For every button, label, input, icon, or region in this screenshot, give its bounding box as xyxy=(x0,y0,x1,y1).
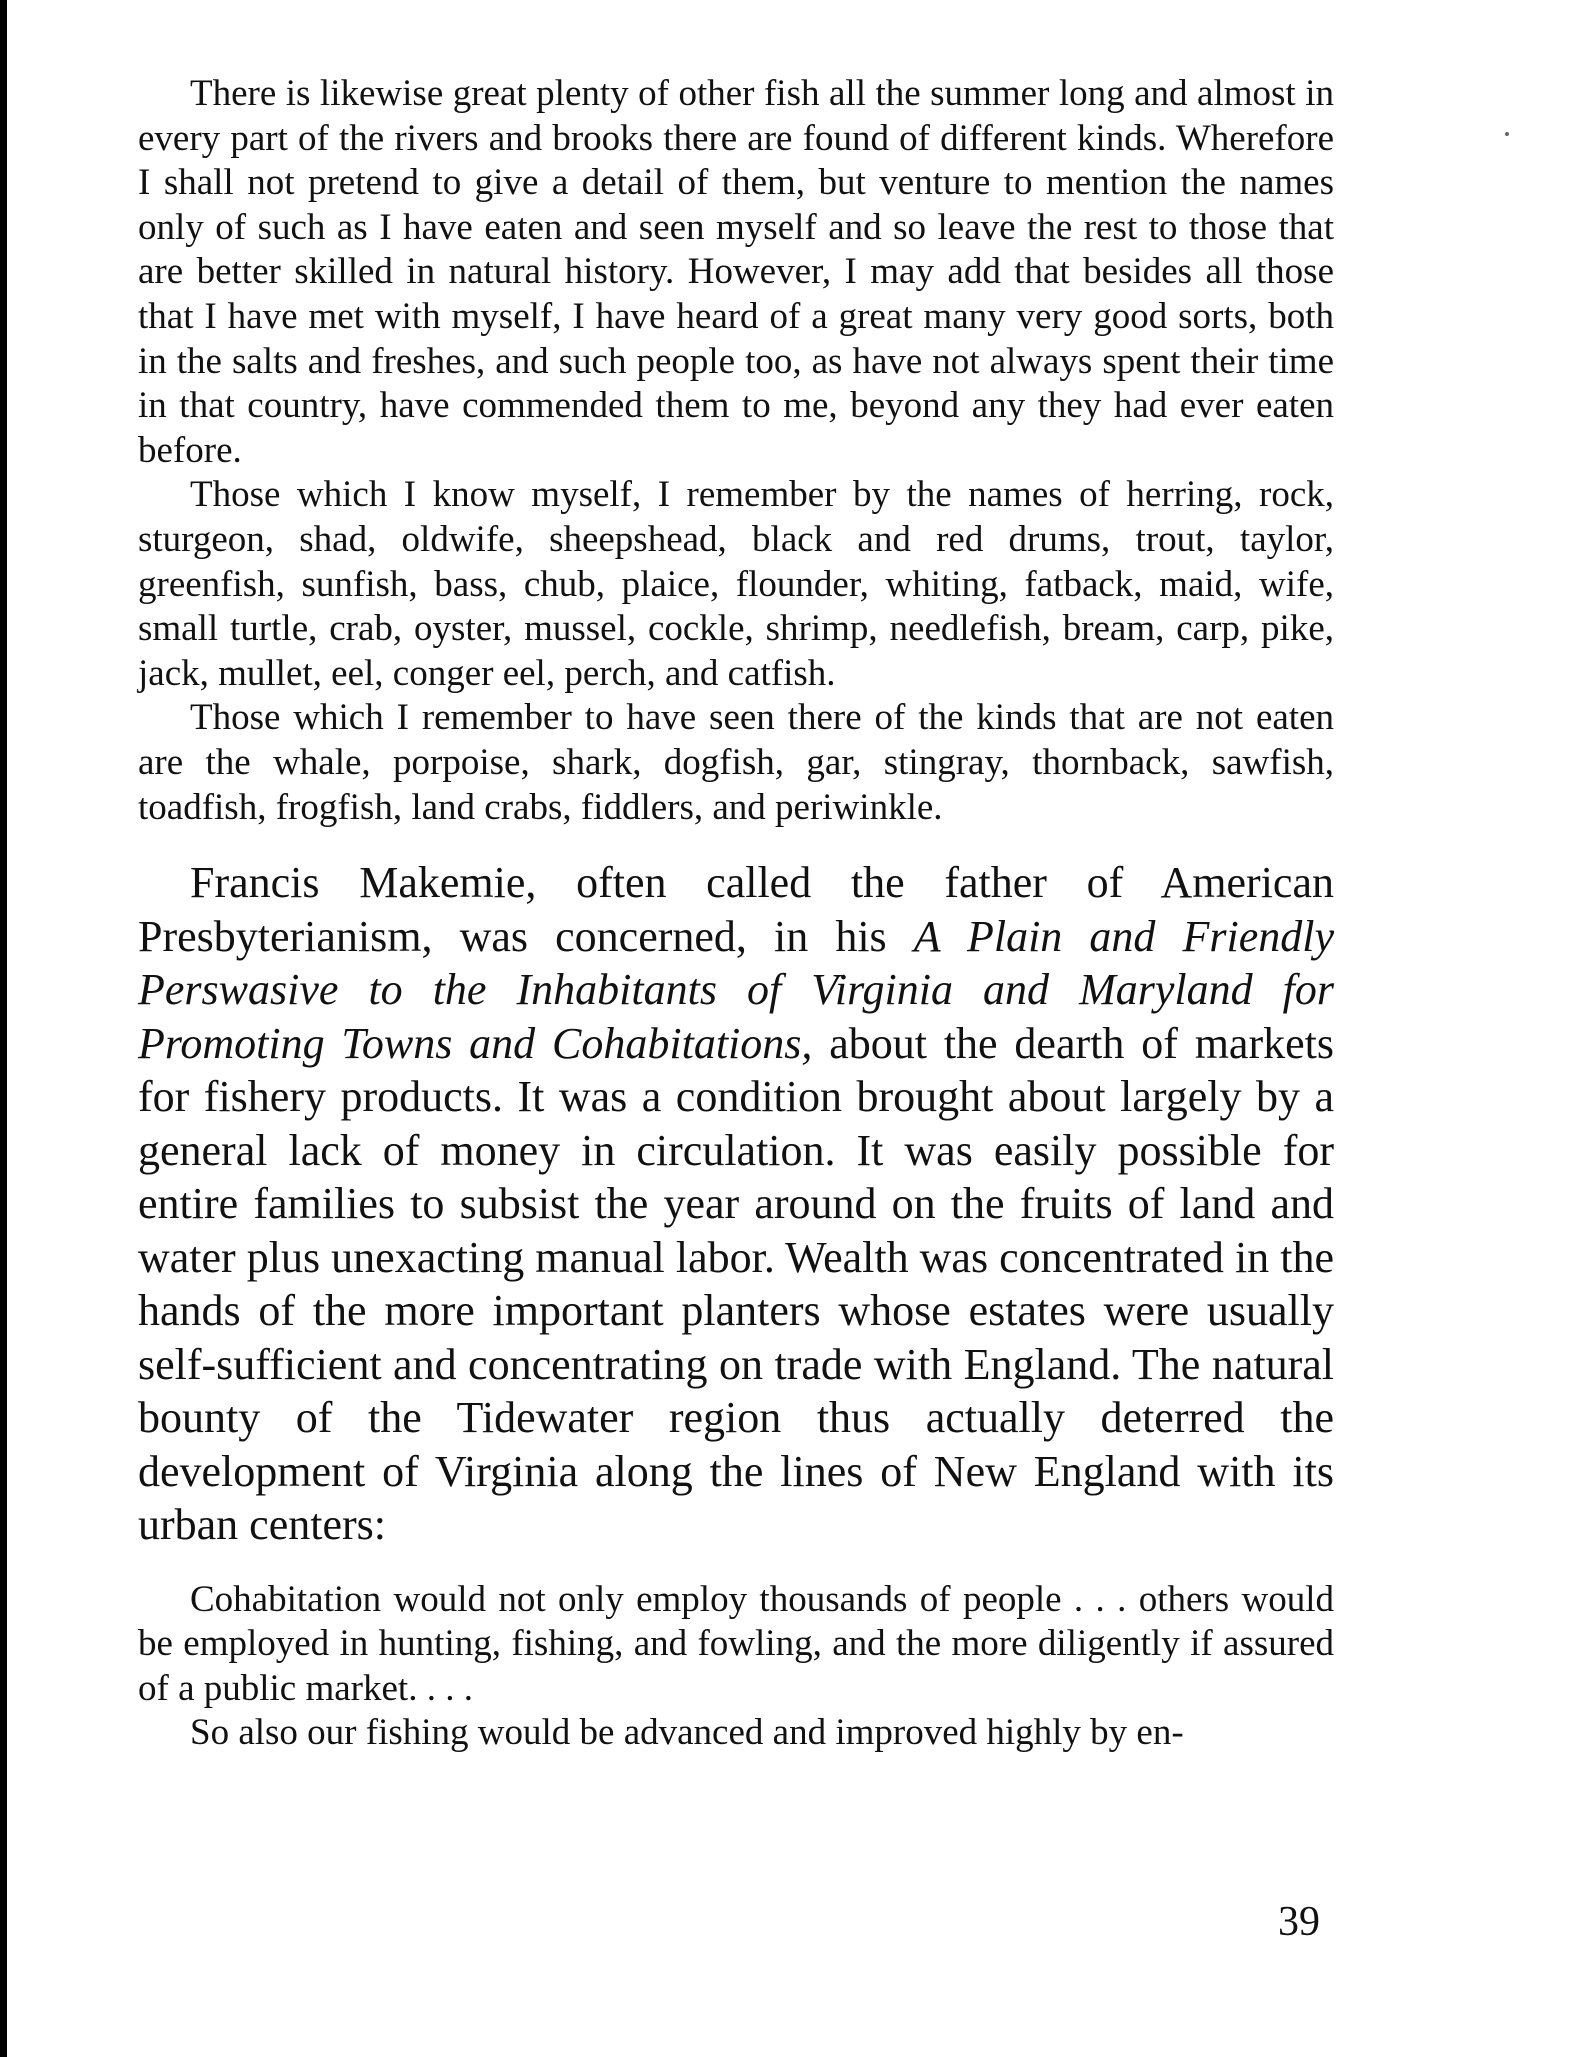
body-intro: Francis Makemie, often called the father of American Presbyterianism, was concerned, in his xyxy=(138,858,1334,961)
body-paragraph xyxy=(138,856,1334,1552)
binding-edge xyxy=(0,0,7,2057)
quoted-extract-bottom xyxy=(138,1578,1334,1756)
extract-paragraph: There is likewise great plenty of other fish all the summer long and almost in every part of the rivers and brooks there are found of different kinds. Wherefore I shall not pretend to give a detail of them, but venture to mention the names only of such as I have eaten and seen myself and so leave the rest to those that are better skilled in natural history. However, I may add that besides all those that I have met with myself, I have heard of a great many very good sorts, both in the salts and freshes, and such people too, as have not always spent their time in that country, have commended them to me, beyond any they had ever eaten before. xyxy=(138,73,1334,471)
extract-paragraph: Cohabitation would not only employ thousands of people . . . others would be employed in hunting, fishing, and fowling, and the more diligently if assured of a public market. . . . xyxy=(138,1578,1334,1709)
book-title: A Plain and Friendly Perswasive to the Inhabitants of Virginia and Maryland for Promoting Towns and Cohabitations, xyxy=(138,911,1334,1068)
body-rest: about the dearth of markets for fishery products. It was a condition brought about largely by a general lack of money in circulation. It was easily possible for entire families to subsist the year around on the fruits of land and water plus unexacting manual labor. Wealth was concentrated in the hands of the more important planters whose estates were usually self-sufficient and concentrating on trade with England. The natural bounty of the Tidewater region thus actually deterred the development of Virginia along the lines of New England with its urban centers: xyxy=(138,1018,1334,1550)
extract-paragraph: Those which I remember to have seen there of the kinds that are not eaten are the whale, porpoise, shark, dogfish, gar, stingray, thornback, sawfish, toadfish, frogfish, land crabs, fiddlers, and periwinkle. xyxy=(138,697,1334,828)
page-number: 39 xyxy=(1278,1899,1320,1945)
extract-paragraph: So also our fishing would be advanced and improved highly by en- xyxy=(190,1712,1184,1754)
scan-speck xyxy=(1505,132,1509,136)
page-content xyxy=(138,72,1334,1756)
quoted-extract-top xyxy=(138,72,1334,830)
body-text xyxy=(138,856,1334,1552)
extract-paragraph: Those which I know myself, I remember by the names of herring, rock, sturgeon, shad, oldwife, sheepshead, black and red drums, trout, taylor, greenfish, sunfish, bass, chub, plaice, flounder, whiting, fatback, maid, wife, small turtle, crab, oyster, mussel, cockle, shrimp, needlefish, bream, carp, pike, jack, mullet, eel, conger eel, perch, and catfish. xyxy=(138,474,1334,694)
